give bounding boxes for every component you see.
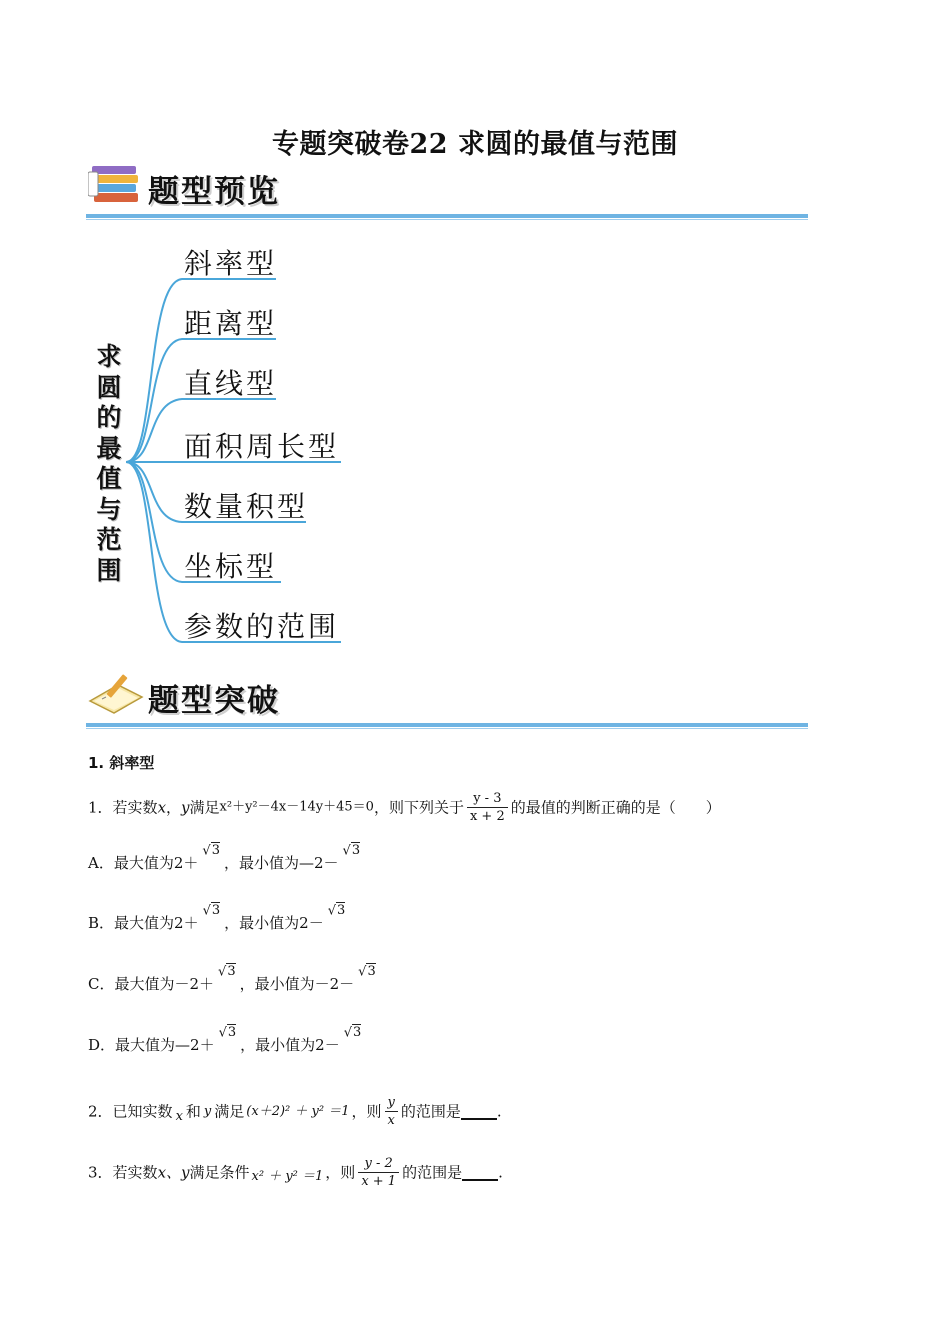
fraction: $\frac{y - 3}{x + 2}$ <box>467 790 508 825</box>
equation: x²＋y²－4x－14y＋45＝0 <box>219 799 374 815</box>
sqrt: √3 <box>202 842 220 859</box>
page-title: 专题突破卷22 求圆的最值与范围 <box>272 129 678 160</box>
mind-map-branch: 直线型 <box>184 367 278 400</box>
question-3: 3．若实数x、y满足条件 x² ＋ y² ＝1 ，则 $\frac{y - 2}{x + 1}$ 的范围是 . <box>88 1156 503 1189</box>
option-b: B．最大值为2＋√3，最小值为2－√3 <box>88 902 346 932</box>
option-d: D．最大值为—2＋√3，最小值为2－√3 <box>88 1024 362 1054</box>
banner-rule-thin <box>86 728 808 729</box>
answer-blank[interactable] <box>462 1165 498 1181</box>
sqrt: √3 <box>358 963 376 980</box>
fraction: $\frac{y}{x}$ <box>385 1094 398 1129</box>
sqrt: √3 <box>342 842 361 859</box>
notebook-pencil-icon <box>88 671 144 715</box>
sqrt: √3 <box>202 902 221 919</box>
question-1: 1．若实数x，y满足x²＋y²－4x－14y＋45＝0，则下列关于 $\frac{y - 3}{x + 2}$ 的最值的判断正确的是（ ） <box>88 791 721 824</box>
mind-map-branch: 数量积型 <box>184 490 309 523</box>
mind-map-branch: 坐标型 <box>184 550 278 583</box>
banner-rule <box>86 723 808 727</box>
mind-map-branch: 参数的范围 <box>184 610 340 643</box>
mind-map-root: 求 圆 的 最 值 与 范 围 <box>96 342 122 585</box>
question-2: 2．已知实数 x 和 y 满足 (x＋2)² ＋ y² ＝1 ，则 $\frac{y}{x}$ 的范围是 . <box>88 1095 502 1128</box>
equation: (x＋2)² ＋ y² ＝1 <box>246 1103 350 1119</box>
section-banner-preview <box>86 162 808 222</box>
banner-title: 题型预览 <box>148 174 280 210</box>
section-banner-breakthrough <box>86 671 808 731</box>
banner-rule <box>86 214 808 218</box>
equation: x² ＋ y² ＝1 <box>251 1168 324 1184</box>
banner-title: 题型突破 <box>148 683 280 719</box>
mind-map-branch: 距离型 <box>184 307 278 340</box>
option-a: A．最大值为2＋√3，最小值为—2－√3 <box>88 842 361 872</box>
option-c: C．最大值为－2＋√3，最小值为－2－√3 <box>88 963 376 993</box>
banner-rule-thin <box>86 219 808 220</box>
sqrt: √3 <box>218 963 236 980</box>
fraction: $\frac{y - 2}{x + 1}$ <box>358 1155 399 1190</box>
mind-map <box>86 232 386 652</box>
sqrt: √3 <box>327 902 346 919</box>
books-icon <box>88 162 144 206</box>
mind-map-branch: 面积周长型 <box>184 430 340 463</box>
sqrt: √3 <box>218 1024 237 1041</box>
section-heading: 1. 斜率型 <box>88 754 155 772</box>
mind-map-branch: 斜率型 <box>184 247 278 280</box>
sqrt: √3 <box>343 1024 362 1041</box>
answer-blank[interactable] <box>461 1104 497 1120</box>
